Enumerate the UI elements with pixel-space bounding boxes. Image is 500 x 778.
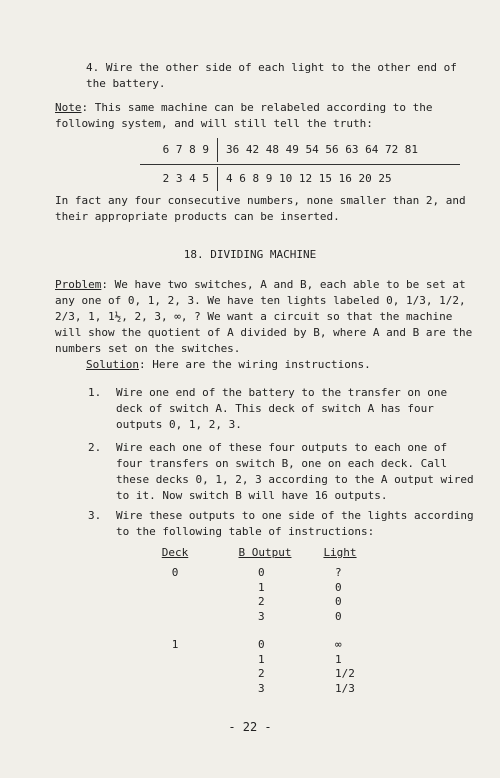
table-row — [150, 667, 380, 682]
table-row — [150, 653, 380, 668]
table-row — [150, 595, 380, 610]
solution-label: Solution — [86, 358, 139, 371]
table-row — [150, 566, 380, 581]
deck-value: 1 — [171, 638, 179, 651]
table-row — [150, 581, 380, 596]
b-output-value: 2 — [258, 595, 265, 608]
step-text: Wire one end of the battery to the transfer on one deck of switch A. This deck of switch A has four outputs 0, 1, 2, 3. — [116, 386, 448, 431]
step-3 — [88, 508, 483, 542]
light-value: 1 — [335, 652, 342, 666]
solution-text: : Here are the wiring instructions. — [138, 358, 371, 371]
product-table-top-left: 6 7 8 9 — [140, 138, 218, 162]
product-table — [140, 138, 460, 191]
step-1 — [88, 385, 483, 435]
header-b-output: B Output — [238, 546, 292, 559]
table-row — [150, 682, 380, 697]
product-table-top-right: 36 42 48 49 54 56 63 64 72 81 — [226, 143, 419, 156]
product-table-rule — [140, 164, 460, 165]
list-item-4: 4. Wire the other side of each light to the other end of the battery. — [86, 61, 457, 90]
light-value: 0 — [335, 595, 342, 608]
b-output-value: 0 — [258, 638, 265, 651]
step-number: 1. — [88, 386, 102, 399]
b-output-value: 3 — [258, 609, 265, 623]
fact-paragraph: In fact any four consecutive numbers, none smaller than 2, and their appropriate products can be inserted. — [55, 194, 466, 223]
b-output-value: 3 — [258, 681, 265, 695]
page-number: - 22 - — [228, 720, 272, 734]
solution-paragraph — [86, 357, 481, 373]
note-label: Note — [55, 101, 82, 114]
b-output-value: 2 — [258, 667, 265, 680]
light-value: 1/2 — [335, 667, 355, 680]
b-output-value: 1 — [258, 652, 265, 666]
deck-table-header — [150, 546, 380, 566]
problem-label: Problem — [55, 278, 102, 291]
section-title: 18. DIVIDING MACHINE — [183, 248, 317, 261]
step-2 — [88, 440, 483, 502]
product-table-bottom-left: 2 3 4 5 — [140, 167, 218, 191]
table-row — [150, 610, 380, 625]
b-output-value: 1 — [258, 580, 265, 594]
light-value: 0 — [335, 609, 342, 623]
light-value: 0 — [335, 580, 342, 594]
product-table-bottom-right: 4 6 8 9 10 12 15 16 20 25 — [226, 172, 392, 185]
problem-text: : We have two switches, A and B, each able to be set at any one of 0, 1, 2, 3. We have ten lights labeled 0, 1/3, 1/2, 2/3, 1, 1½, 2, 3, ∞, ? We want a circuit so that the machine will show the quotient of A divided by B, where A and B are the numbers set on the switches. — [55, 278, 473, 355]
step-number: 3. — [88, 509, 102, 522]
header-deck: Deck — [161, 546, 189, 559]
group-gap — [150, 624, 380, 638]
light-value: 1/3 — [335, 681, 355, 695]
light-value: ∞ — [335, 638, 342, 651]
problem-paragraph — [55, 277, 475, 357]
note-paragraph — [55, 100, 475, 132]
table-row — [150, 638, 380, 653]
step-text: Wire these outputs to one side of the lights according to the following table of instructions: — [116, 509, 474, 538]
note-text: : This same machine can be relabeled according to the following system, and will still tell the truth: — [55, 101, 433, 130]
step-number: 2. — [88, 441, 102, 454]
header-light: Light — [323, 546, 357, 559]
deck-value: 0 — [171, 566, 179, 579]
b-output-value: 0 — [258, 566, 265, 579]
light-value: ? — [335, 566, 342, 579]
deck-table — [150, 546, 380, 696]
step-text: Wire each one of these four outputs to each one of four transfers on switch B, one on each deck. Call these decks 0, 1, 2, 3 according to the A output wired to it. Now switch B will have 16 outputs. — [116, 441, 474, 502]
